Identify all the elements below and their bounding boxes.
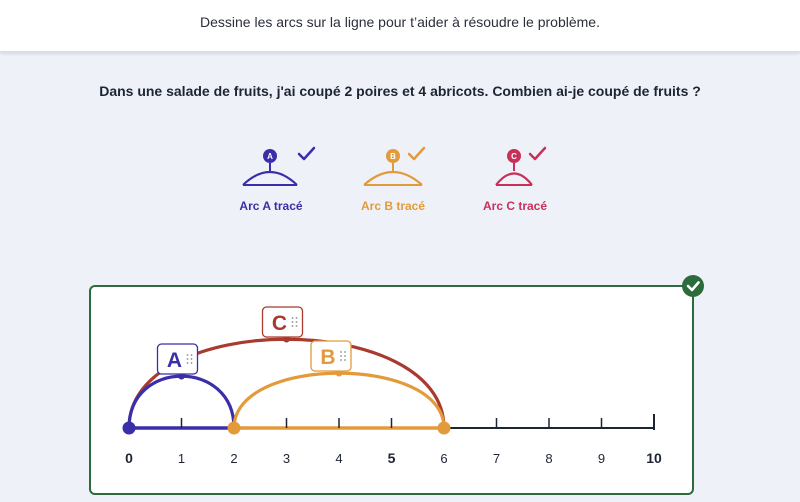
drag-handle-dot-c-1 — [296, 317, 298, 319]
tick-label-5: 5 — [387, 450, 396, 466]
check-icon — [409, 148, 424, 159]
arc-a-legend-icon — [211, 140, 331, 200]
question-text: Dans une salade de fruits, j'ai coupé 2 poires et 4 abricots. Combien ai-je coupé de fruits ? — [99, 83, 701, 99]
legend-label-arc-a: Arc A tracé — [239, 199, 303, 213]
tick-label-10: 10 — [646, 450, 662, 466]
tick-label-2: 2 — [230, 451, 238, 466]
drag-handle-dot-b-2 — [340, 355, 342, 357]
arc-c-label: C — [271, 312, 288, 335]
tick-label-8: 8 — [545, 451, 553, 466]
drag-handle-dot-c-4 — [292, 325, 294, 327]
drag-handle-dot-b-1 — [344, 351, 346, 353]
tick-label-3: 3 — [282, 451, 291, 466]
drag-handle-dot-a-3 — [191, 358, 193, 360]
legend-item-arc-a — [211, 140, 331, 220]
drag-handle-dot-b-4 — [340, 359, 342, 361]
drag-handle-dot-b-5 — [344, 359, 346, 361]
drag-handle-dot-a-0 — [187, 354, 189, 356]
tick-label-4: 4 — [335, 451, 343, 466]
tick-label-6: 6 — [440, 451, 448, 466]
legend-item-arc-c — [455, 140, 575, 220]
drag-handle-dot-b-3 — [344, 355, 346, 357]
legend-label-arc-c: Arc C tracé — [482, 199, 548, 213]
legend-letter-c: C — [511, 152, 517, 161]
drag-handle-dot-c-5 — [296, 325, 298, 327]
number-line-canvas[interactable] — [91, 287, 696, 497]
drag-handle-dot-c-3 — [296, 321, 298, 323]
drag-handle-dot-c-0 — [292, 317, 294, 319]
arc-a-label: A — [166, 349, 183, 372]
drag-handle-dot-a-5 — [191, 362, 193, 364]
instruction-text: Dessine les arcs sur la ligne pour t’aider à résoudre le problème. — [200, 14, 600, 30]
endpoint-handle-0[interactable] — [123, 422, 136, 435]
drag-handle-dot-a-2 — [187, 358, 189, 360]
instruction-bar — [0, 0, 800, 52]
endpoint-handle-2[interactable] — [228, 422, 241, 435]
legend-label-arc-b: Arc B tracé — [360, 199, 426, 213]
success-check-icon — [682, 275, 704, 297]
tick-label-7: 7 — [492, 451, 501, 466]
drag-handle-dot-c-2 — [292, 321, 294, 323]
arc-b-label: B — [320, 346, 336, 369]
drag-handle-dot-a-4 — [187, 362, 189, 364]
tick-label-0: 0 — [125, 450, 133, 466]
number-line-panel[interactable] — [89, 285, 694, 495]
tick-label-9: 9 — [597, 451, 606, 466]
legend-letter-a: A — [267, 152, 273, 161]
drag-handle-dot-b-0 — [340, 351, 342, 353]
legend-letter-b: B — [390, 152, 396, 161]
tick-label-1: 1 — [177, 451, 186, 466]
arc-c-legend-icon — [455, 140, 575, 200]
check-icon — [299, 148, 314, 159]
arc-b-legend-icon — [333, 140, 453, 200]
endpoint-handle-6[interactable] — [438, 422, 451, 435]
drag-handle-dot-a-1 — [191, 354, 193, 356]
check-icon — [530, 148, 545, 159]
legend-item-arc-b — [333, 140, 453, 220]
